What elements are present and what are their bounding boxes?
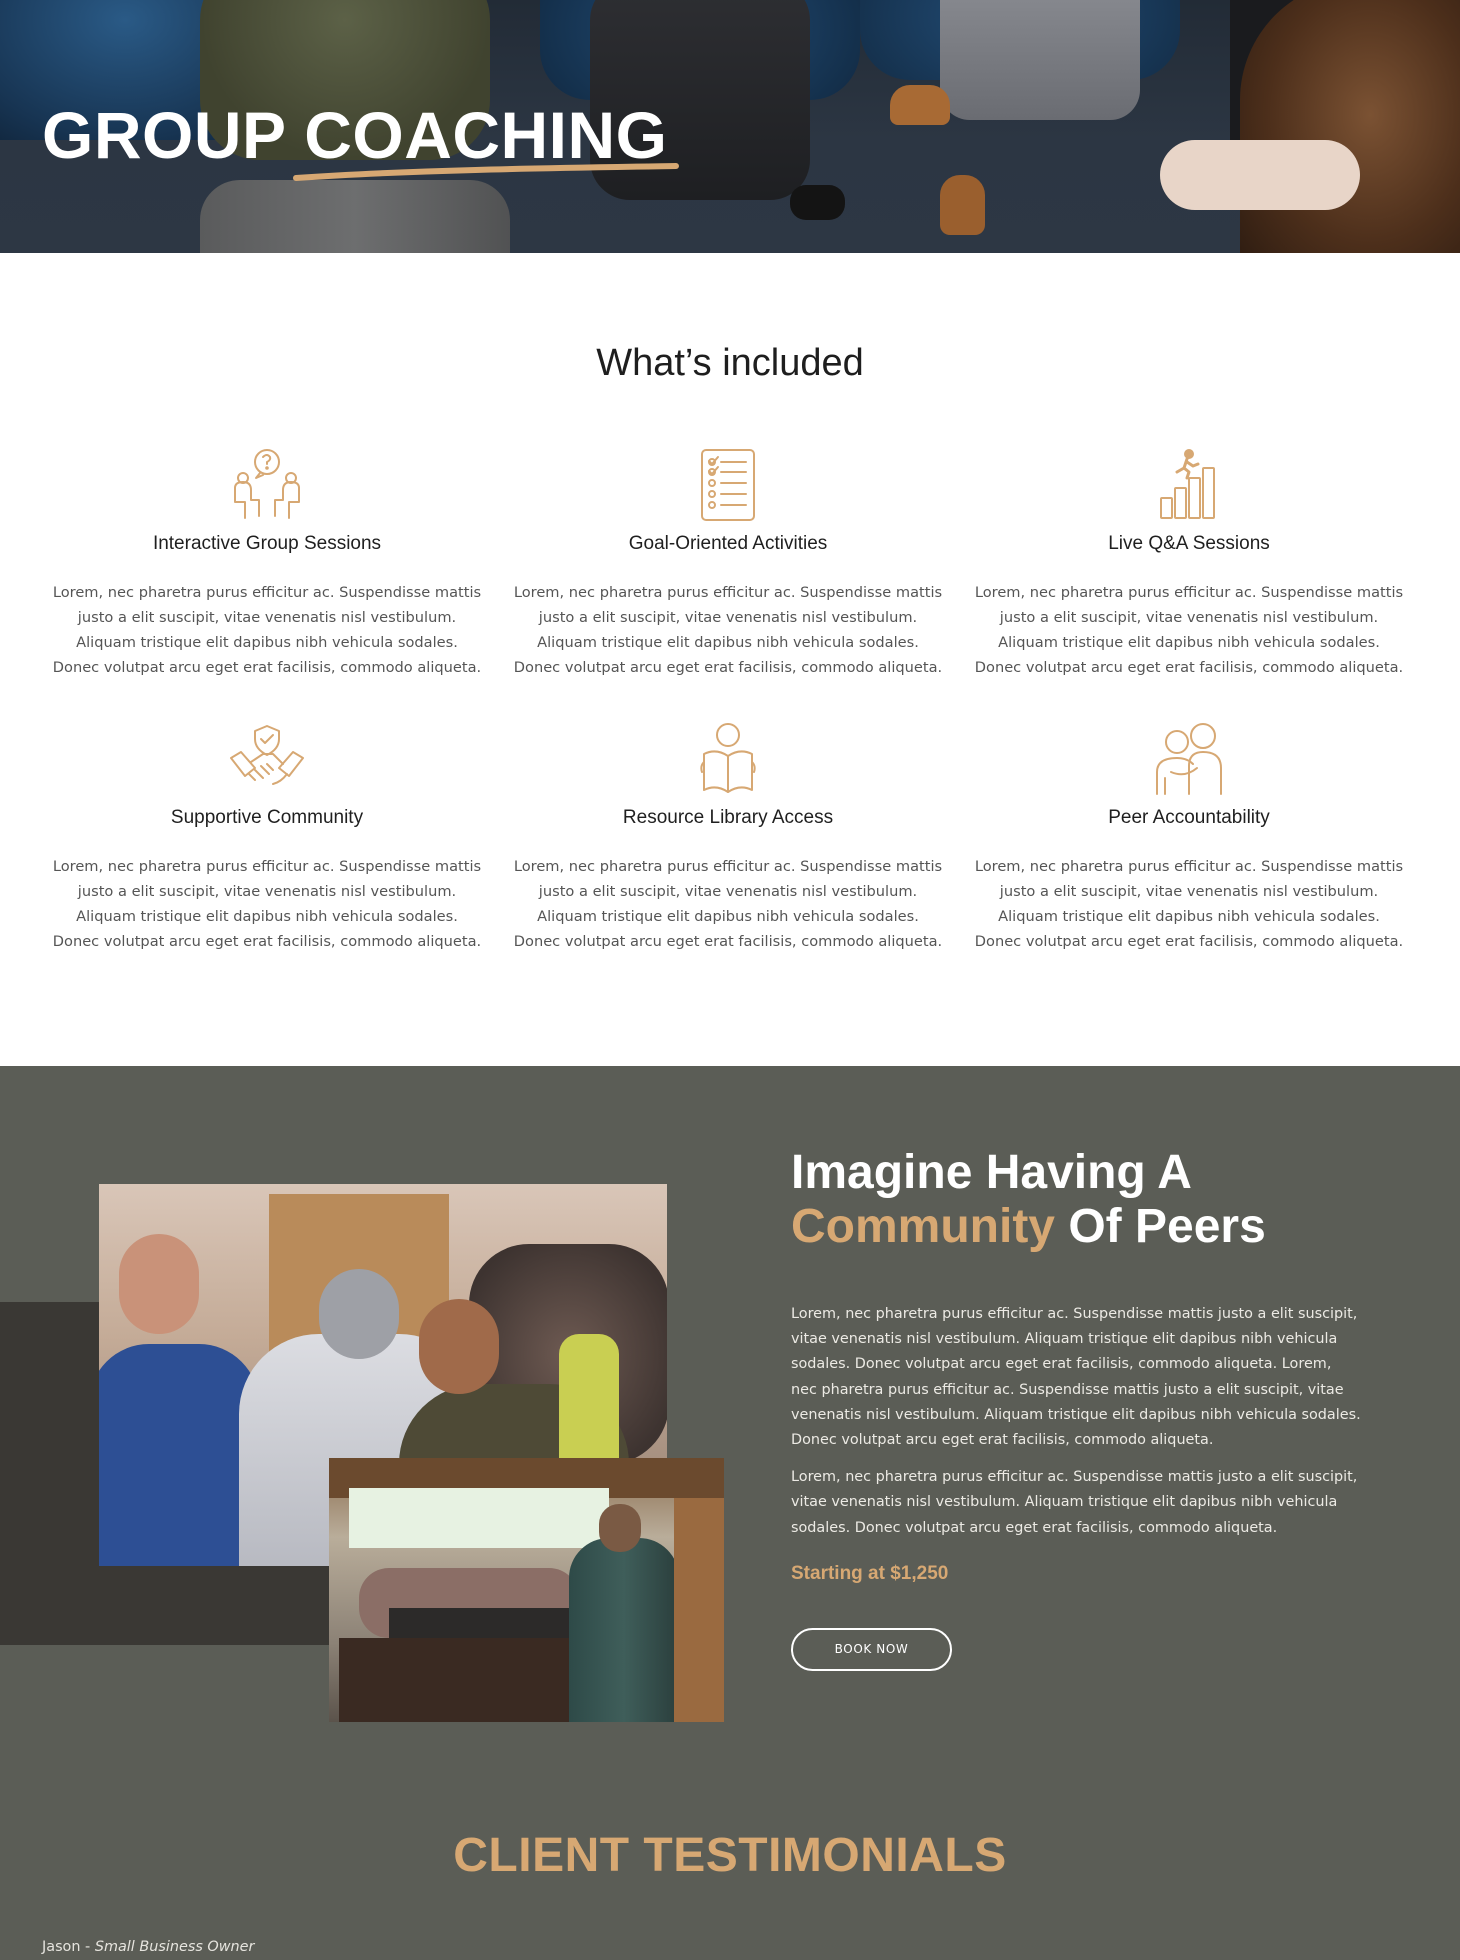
photo-person-face [119, 1234, 199, 1334]
hero-banner [0, 0, 1460, 253]
photo-chairs [339, 1638, 599, 1722]
peers-embrace-icon [1149, 722, 1229, 798]
feature-title: Goal-Oriented Activities [628, 533, 828, 554]
testimonial-author-role: Small Business Owner [94, 1939, 255, 1955]
feature-description: Lorem, nec pharetra purus efficitur ac. Suspendisse mattis justo a elit suscipit, vitae venenatis nisl vestibulum. Aliquam tristique elit dapibus nibh vehicula sodales. Donec volutpat arcu eget erat facilisis, commodo aliqueta. [974, 584, 1404, 676]
feature-card [969, 722, 1409, 954]
photo-post [674, 1498, 724, 1722]
feature-card [508, 448, 948, 680]
testimonial-author-name: Jason - [42, 1939, 95, 1955]
page-title-part: GROUP [42, 98, 286, 172]
photo-person-blue-shirt [99, 1344, 259, 1566]
community-heading [791, 1146, 1266, 1254]
feature-description: Lorem, nec pharetra purus efficitur ac. Suspendisse mattis justo a elit suscipit, vitae venenatis nisl vestibulum. Aliquam tristique elit dapibus nibh vehicula sodales. Donec volutpat arcu eget erat facilisis, commodo aliqueta. [974, 858, 1404, 950]
page-title [42, 98, 668, 172]
photo-speaker-head [599, 1504, 641, 1552]
feature-description: Lorem, nec pharetra purus efficitur ac. Suspendisse mattis justo a elit suscipit, vitae venenatis nisl vestibulum. Aliquam tristique elit dapibus nibh vehicula sodales. Donec volutpat arcu eget erat facilisis, commodo aliqueta. [513, 858, 943, 950]
community-description [791, 1302, 1361, 1541]
community-paragraph: Lorem, nec pharetra purus efficitur ac. Suspendisse mattis justo a elit suscipit, vitae venenatis nisl vestibulum. Aliquam tristique elit dapibus nibh vehicula sodales. Donec volutpat arcu eget erat facilisis, commodo aliqueta. Lorem, nec pharetra purus efficitur ac. Suspendisse mattis justo a elit suscipit, vitae venenatis nisl vestibulum. Aliquam tristique elit dapibus nibh vehicula sodales. Donec volutpat arcu eget erat facilisis, commodo aliqueta. [791, 1306, 1361, 1449]
feature-description: Lorem, nec pharetra purus efficitur ac. Suspendisse mattis justo a elit suscipit, vitae venenatis nisl vestibulum. Aliquam tristique elit dapibus nibh vehicula sodales. Donec volutpat arcu eget erat facilisis, commodo aliqueta. [52, 858, 482, 950]
feature-card [47, 722, 487, 954]
page-title-highlight: COACHING [304, 98, 668, 172]
community-heading-line: Imagine Having A [791, 1146, 1192, 1199]
book-now-button[interactable]: BOOK NOW [791, 1628, 952, 1671]
hero-photo-shoe [790, 185, 845, 220]
hero-photo-shoe [940, 175, 985, 235]
photo-person-hair [319, 1269, 399, 1359]
feature-card [508, 722, 948, 954]
community-heading-rest: Of Peers [1055, 1200, 1266, 1253]
group-discussion-icon [227, 448, 307, 524]
handshake-icon [227, 722, 307, 798]
photo-speaker-table [329, 1458, 724, 1722]
community-heading-accent: Community [791, 1200, 1055, 1253]
price-label: Starting at $1,250 [791, 1563, 949, 1584]
feature-title: Interactive Group Sessions [152, 533, 382, 554]
checklist-icon [688, 448, 768, 524]
growth-chart-icon [1149, 448, 1229, 524]
feature-title: Supportive Community [170, 807, 364, 828]
hero-photo-person [940, 0, 1140, 120]
community-paragraph: Lorem, nec pharetra purus efficitur ac. Suspendisse mattis justo a elit suscipit, vitae venenatis nisl vestibulum. Aliquam tristique elit dapibus nibh vehicula sodales. Donec volutpat arcu eget erat facilisis, commodo aliqueta. [791, 1469, 1358, 1536]
section-title: What’s included [596, 342, 864, 384]
photo-windows [349, 1488, 609, 1548]
feature-card [47, 448, 487, 680]
hero-photo-shoe [890, 85, 950, 125]
photo-person-face [419, 1299, 499, 1394]
feature-title: Resource Library Access [622, 807, 834, 828]
hero-photo-person [200, 180, 510, 253]
feature-title: Live Q&A Sessions [1108, 533, 1270, 554]
testimonial-author [42, 1939, 254, 1955]
feature-card [969, 448, 1409, 680]
feature-title: Peer Accountability [1108, 807, 1270, 828]
testimonials-title: CLIENT TESTIMONIALS [453, 1829, 1007, 1882]
feature-description: Lorem, nec pharetra purus efficitur ac. Suspendisse mattis justo a elit suscipit, vitae venenatis nisl vestibulum. Aliquam tristique elit dapibus nibh vehicula sodales. Donec volutpat arcu eget erat facilisis, commodo aliqueta. [52, 584, 482, 676]
photo-speaker [569, 1538, 679, 1722]
hero-photo-person [1240, 0, 1460, 253]
hero-photo-person [1160, 140, 1360, 210]
feature-description: Lorem, nec pharetra purus efficitur ac. Suspendisse mattis justo a elit suscipit, vitae venenatis nisl vestibulum. Aliquam tristique elit dapibus nibh vehicula sodales. Donec volutpat arcu eget erat facilisis, commodo aliqueta. [513, 584, 943, 676]
reader-book-icon [688, 722, 768, 798]
